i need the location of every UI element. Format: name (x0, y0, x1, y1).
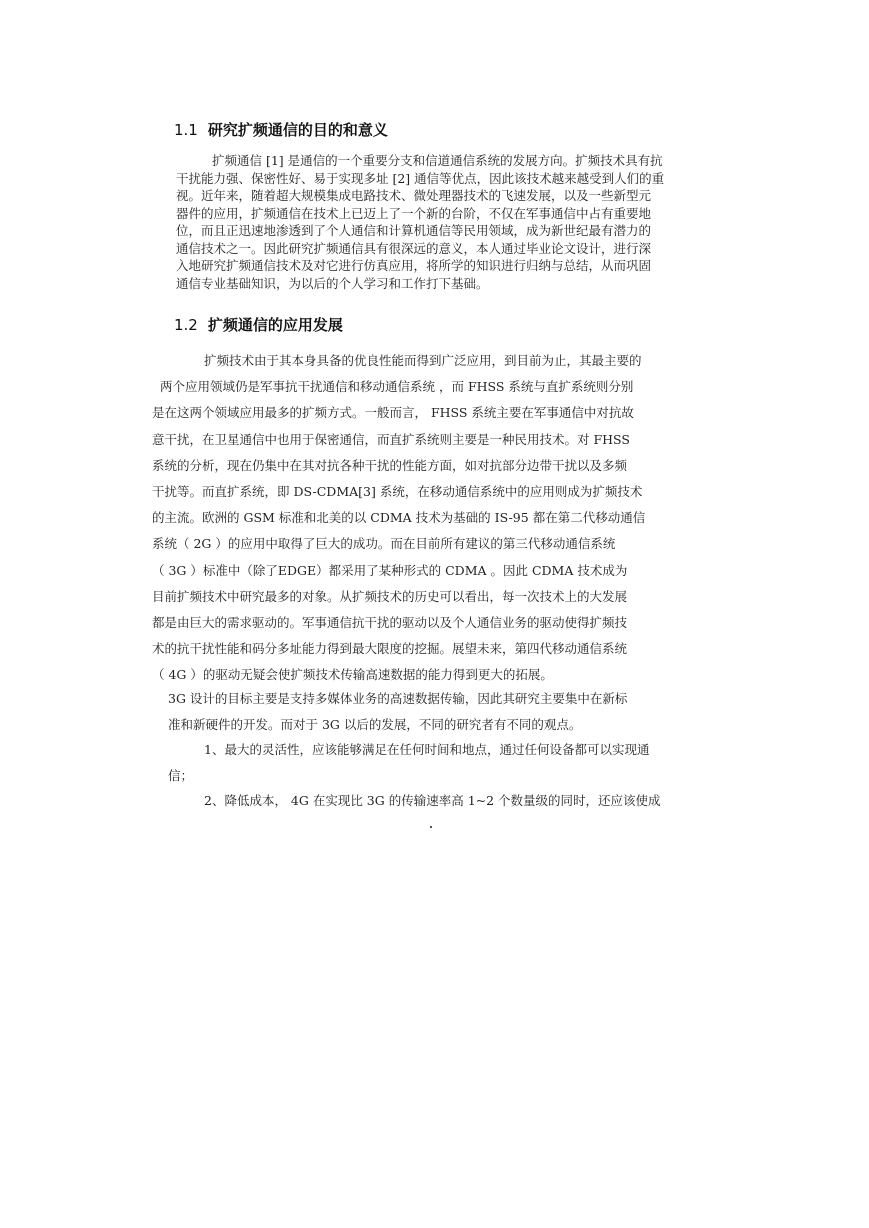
text-line: 目前扩频技术中研究最多的对象。从扩频技术的历史可以看出，每一次技术上的大发展 (152, 588, 628, 604)
text-line: 意干扰，在卫星通信中也用于保密通信，而直扩系统则主要是一种民用技术。对 FHSS (152, 431, 630, 447)
paragraph-applications (152, 348, 692, 689)
section-heading-1-1 (174, 119, 388, 140)
paragraph-purpose (176, 152, 692, 292)
text-line: 两个应用领域仍是军事抗干扰通信和移动通信系统 ，而 FHSS 系统与直扩系统则分别 (160, 379, 634, 395)
stray-mark (430, 826, 432, 828)
text-line: （ 4G ）的驱动无疑会使扩频技术传输高速数据的能力得到更大的拓展。 (152, 667, 553, 683)
text-line: 系统（ 2G ）的应用中取得了巨大的成功。而在目前所有建议的第三代移动通信系统 (152, 536, 616, 552)
text-line: 3G 设计的目标主要是支持多媒体业务的高速数据传输，因此其研究主要集中在新标 (168, 691, 628, 706)
text-line: 都是由巨大的需求驱动的。军事通信抗干扰的驱动以及个人通信业务的驱动使得扩频技 (152, 615, 628, 631)
paragraph-3g-goals (152, 686, 692, 814)
text-line: 位，而且正迅速地渗透到了个人通信和计算机通信等民用领域，成为新世纪最有潜力的 (176, 223, 652, 238)
text-line: 通信技术之一。因此研究扩频通信具有很深远的意义，本人通过毕业论文设计，进行深 (176, 240, 652, 256)
text-line: 准和新硬件的开发。而对于 3G 以后的发展，不同的研究者有不同的观点。 (168, 716, 582, 732)
section-heading-1-2 (174, 314, 343, 335)
text-line: 通信专业基础知识，为以后的个人学习和工作打下基础。 (176, 275, 489, 291)
text-line: 扩频通信 [1] 是通信的一个重要分支和信道通信系统的发展方向。扩频技术具有抗 (212, 153, 663, 168)
section-number: 1.2 (174, 316, 198, 334)
text-line: 干扰等。而直扩系统，即 DS-CDMA[3] 系统，在移动通信系统中的应用则成为扩频技术 (152, 484, 643, 500)
text-line: 1、最大的灵活性，应该能够满足在任何时间和地点，通过任何设备都可以实现通 (204, 742, 650, 757)
text-line: 扩频技术由于其本身具备的优良性能而得到广泛应用，到目前为止，其最主要的 (204, 353, 642, 368)
section-title: 扩频通信的应用发展 (207, 316, 343, 334)
text-line: 视。近年来，随着超大规模集成电路技术、微处理器技术的飞速发展，以及一些新型元 (176, 188, 652, 203)
text-line: 干扰能力强、保密性好、易于实现多址 [2] 通信等优点，因此该技术越来越受到人们的重 (176, 170, 665, 186)
text-line: 入地研究扩频通信技术及对它进行仿真应用，将所学的知识进行归纳与总结，从而巩固 (176, 258, 652, 273)
text-line: 是在这两个领域应用最多的扩频方式。一般而言， FHSS 系统主要在军事通信中对抗故 (152, 405, 634, 421)
text-line: 器件的应用，扩频通信在技术上已迈上了一个新的台阶，不仅在军事通信中占有重要地 (176, 205, 652, 221)
text-line: 信； (168, 767, 194, 783)
text-line: 术的抗干扰性能和码分多址能力得到最大限度的挖掘。展望未来，第四代移动通信系统 (152, 641, 628, 657)
section-title: 研究扩频通信的目的和意义 (207, 121, 388, 139)
text-line: （ 3G ）标准中（除了EDGE）都采用了某种形式的 CDMA 。因此 CDMA 技术成为 (152, 562, 628, 578)
text-line: 的主流。欧洲的 GSM 标准和北美的以 CDMA 技术为基础的 IS-95 都在第二代移动通信 (152, 510, 646, 526)
text-line: 系统的分析，现在仍集中在其对抗各种干扰的性能方面，如对抗部分边带干扰以及多频 (152, 457, 628, 473)
text-line: 2、降低成本， 4G 在实现比 3G 的传输速率高 1~2 个数量级的同时，还应该使成 (204, 793, 661, 808)
section-number: 1.1 (174, 121, 198, 139)
